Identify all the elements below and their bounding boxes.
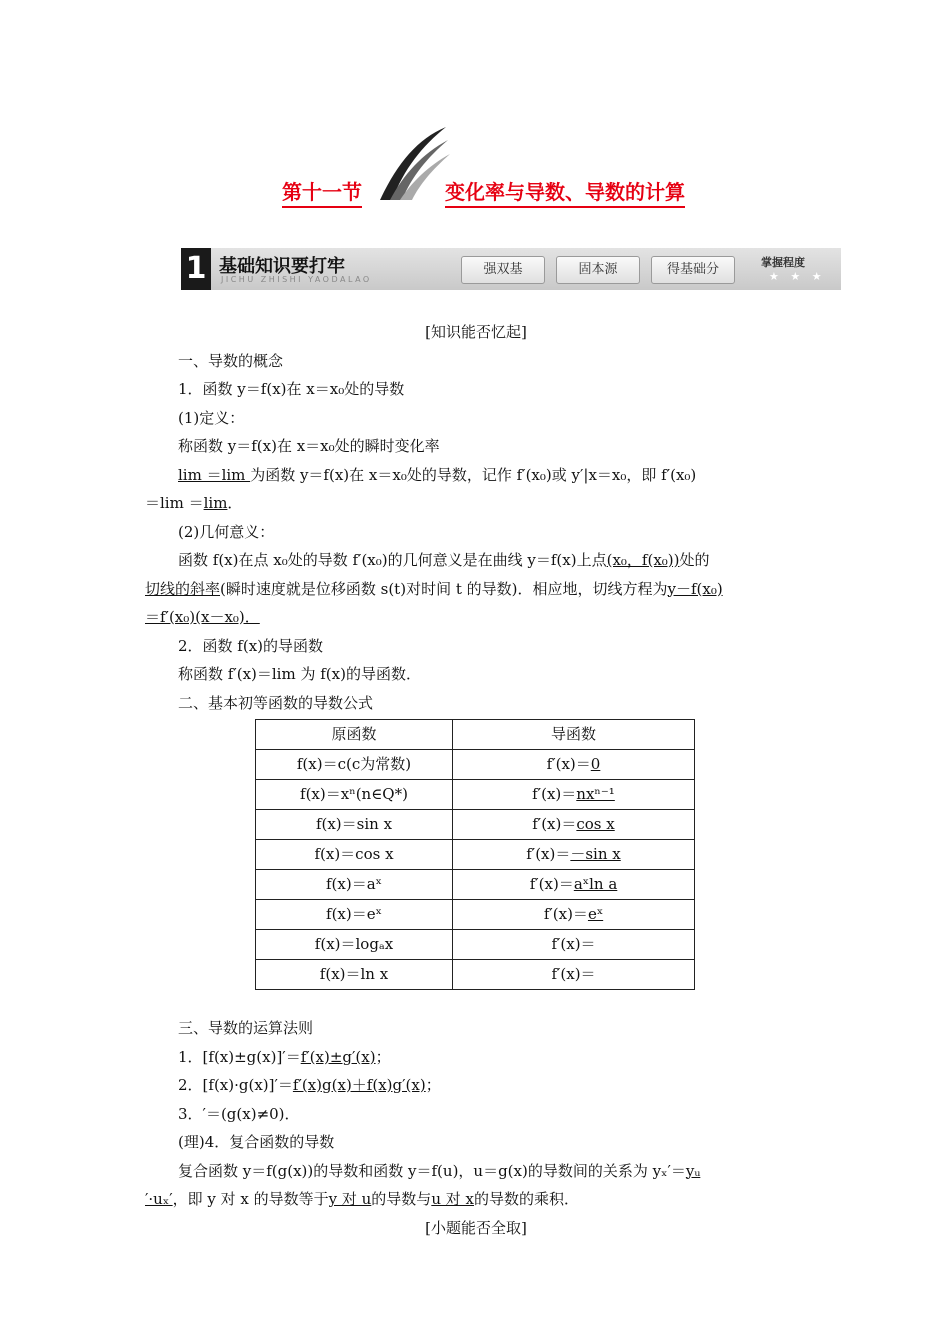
derivative-answer: 0	[590, 755, 601, 774]
composite-text-a: 复合函数 y＝f(g(x))的导数和函数 y＝f(u)，u＝g(x)的导数间的关系为 yₓ′＝	[178, 1161, 686, 1180]
limit-line-text: 为函数 y＝f(x)在 x＝x₀处的导数，记作 f′(x₀)或 y′|x＝x₀，即 f′(x₀)	[250, 465, 697, 484]
rule-1-answer: f′(x)±g′(x)	[300, 1047, 376, 1066]
rating-stars-icon: ★ ★ ★	[769, 270, 826, 283]
banner-button-dejichufen[interactable]: 得基础分	[651, 256, 735, 284]
heading-recall: [知识能否忆起]	[425, 323, 527, 341]
rule-2-end: ；	[425, 1076, 441, 1094]
knowledge-banner	[181, 248, 841, 290]
derivative-answer: －sin x	[570, 845, 621, 864]
table-row	[256, 930, 695, 960]
composite-text-1	[145, 1157, 807, 1186]
geometric-text-b: 处的	[679, 551, 710, 569]
derivative-prefix: f′(x)＝	[543, 905, 588, 924]
table-row	[256, 840, 695, 870]
table-header-row	[256, 720, 695, 750]
rule-1-end: ；	[375, 1047, 391, 1066]
geometric-text-a: 函数 f(x)在点 x₀处的导数 f′(x₀)的几何意义是在曲线 y＝f(x)上点	[178, 551, 607, 569]
point-answer: (x₀，f(x₀))	[606, 551, 680, 569]
limit-line-2-end: ．	[227, 494, 243, 512]
limit-answer: lim ＝lim	[178, 465, 251, 484]
banner-title: 基础知识要打牢	[219, 256, 345, 277]
limit-line	[145, 461, 807, 490]
derivative-prefix: f′(x)＝	[551, 935, 596, 954]
limit-line-2-text: ＝lim ＝	[145, 494, 204, 512]
derivative-prefix: f′(x)＝	[546, 755, 591, 774]
section-name: 变化率与导数、导数的计算	[445, 176, 685, 208]
table-cell-derivative	[453, 930, 695, 960]
derivative-prefix: f′(x)＝	[526, 845, 571, 864]
mastery-level-label: 掌握程度	[761, 256, 805, 269]
composite-answer-4: u 对 x	[431, 1190, 474, 1208]
derivative-answer: nxⁿ⁻¹	[576, 785, 615, 804]
geometric-label: (2)几何意义：	[178, 522, 275, 541]
section-title	[0, 124, 950, 214]
rule-3: 3．′＝(g(x)≠0)．	[178, 1104, 300, 1123]
rule-4-title: (理)4．复合函数的导数	[178, 1133, 335, 1151]
banner-pinyin: JICHU ZHISHI YAODALAO	[221, 275, 372, 284]
banner-button-gubenyuan[interactable]: 固本源	[556, 256, 640, 284]
table-cell-function: f(x)＝eˣ	[256, 900, 453, 930]
rule-2-answer: f′(x)g(x)＋f(x)g′(x)	[292, 1076, 426, 1094]
composite-text-2	[145, 1185, 807, 1214]
banner-number: 1	[181, 248, 211, 290]
rule-1	[145, 1043, 807, 1072]
table-cell-derivative	[453, 840, 695, 870]
table-cell-function: f(x)＝ln x	[256, 960, 453, 990]
composite-answer-3: y 对 u	[328, 1190, 372, 1208]
section-3-title: 三、导数的运算法则	[178, 1019, 314, 1037]
rule-2-text: 2．[f(x)·g(x)]′＝	[178, 1076, 293, 1094]
table-cell-derivative	[453, 780, 695, 810]
composite-answer-2: ′·uₓ′	[145, 1190, 173, 1208]
derivative-answer: cos x	[576, 815, 615, 834]
composite-text-c: 的导数与	[371, 1190, 432, 1208]
definition-text: 称函数 y＝f(x)在 x＝x₀处的瞬时变化率	[178, 437, 440, 455]
composite-text-d: 的导数的乘积．	[473, 1190, 579, 1208]
derivative-prefix: f′(x)＝	[551, 965, 596, 984]
section-2-title: 二、基本初等函数的导数公式	[178, 693, 374, 712]
table-cell-derivative	[453, 870, 695, 900]
definition-label: (1)定义：	[178, 408, 245, 427]
derivative-answer: eˣ	[587, 905, 604, 924]
table-cell-function: f(x)＝xⁿ(n∈Q*)	[256, 780, 453, 810]
table-cell-derivative	[453, 810, 695, 840]
table-cell-function: f(x)＝cos x	[256, 840, 453, 870]
document-body	[145, 318, 807, 1242]
geometric-text-2	[145, 575, 807, 604]
table-cell-function: f(x)＝sin x	[256, 810, 453, 840]
table-row	[256, 810, 695, 840]
table-row	[256, 780, 695, 810]
derivative-function-text: 称函数 f′(x)＝lim 为 f(x)的导函数．	[178, 665, 421, 683]
table-cell-derivative	[453, 900, 695, 930]
slope-answer: 切线的斜率	[145, 579, 221, 598]
heading-small-questions: [小题能否全取]	[425, 1218, 527, 1237]
geometric-text-c: (瞬时速度就是位移函数 s(t)对时间 t 的导数)．相应地，切线方程为	[220, 579, 668, 598]
derivative-prefix: f′(x)＝	[529, 875, 574, 894]
rule-1-text: 1．[f(x)±g(x)]′＝	[178, 1047, 301, 1066]
banner-button-qiangshuangji[interactable]: 强双基	[461, 256, 545, 284]
swoosh-decoration-icon	[372, 124, 452, 204]
table-header-original: 原函数	[256, 720, 453, 750]
geometric-text-3	[145, 603, 807, 632]
section-1-item-2: 2．函数 f(x)的导函数	[178, 636, 324, 655]
table-row	[256, 870, 695, 900]
table-header-derivative: 导函数	[453, 720, 695, 750]
derivative-answer: aˣln a	[573, 875, 618, 894]
table-cell-derivative	[453, 750, 695, 780]
geometric-text-1	[145, 546, 807, 575]
tangent-eq-answer-2: ＝f′(x₀)(x－x₀)．	[145, 608, 260, 626]
table-cell-function: f(x)＝c(c为常数)	[256, 750, 453, 780]
limit-answer-2: lim	[203, 494, 228, 512]
rule-2	[145, 1071, 807, 1100]
derivative-prefix: f′(x)＝	[532, 815, 577, 834]
tangent-eq-answer-1: y－f(x₀)	[667, 579, 723, 598]
table-cell-function: f(x)＝logₐx	[256, 930, 453, 960]
section-1-item-1: 1．函数 y＝f(x)在 x＝x₀处的导数	[178, 380, 405, 398]
limit-line-2	[145, 489, 807, 518]
composite-answer-1: yᵤ	[685, 1161, 701, 1180]
table-row	[256, 750, 695, 780]
composite-text-b: ，即 y 对 x 的导数等于	[172, 1190, 329, 1208]
table-cell-function: f(x)＝aˣ	[256, 870, 453, 900]
table-row	[256, 900, 695, 930]
derivative-table	[255, 719, 695, 990]
table-cell-derivative	[453, 960, 695, 990]
derivative-prefix: f′(x)＝	[532, 785, 577, 804]
table-row	[256, 960, 695, 990]
section-1-title: 一、导数的概念	[178, 351, 284, 370]
section-number: 第十一节	[282, 176, 362, 208]
